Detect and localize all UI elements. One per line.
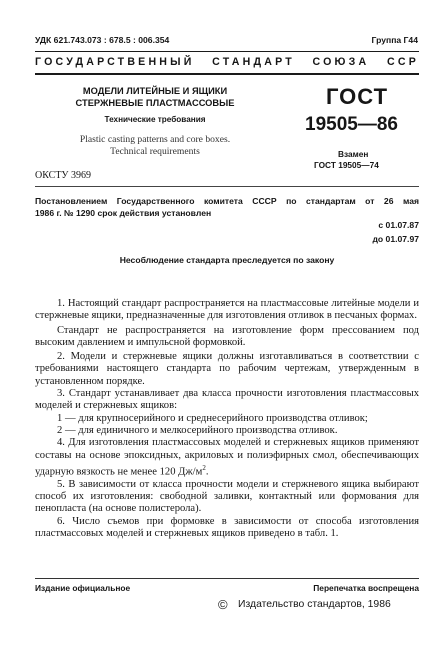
paragraph-7-text: 4. Для изготовления пластмассовых моделей и стержневых ящиков применяют составы на основе эпоксидных, акриловых и полиэфирных смол, обеспечивающих ударную вязкость не менее 120 Дж/м xyxy=(35,437,419,478)
title-line-1: МОДЕЛИ ЛИТЕЙНЫЕ И ЯЩИКИ xyxy=(82,86,228,96)
replaces-value: ГОСТ 19505—74 xyxy=(314,160,379,170)
okstu-code: ОКСТУ 3969 xyxy=(35,170,92,181)
paragraph-7 xyxy=(35,437,419,478)
paragraph-2: Стандарт не распространяется на изготовление форм прессованием под высоким давлением и импульсной формовкой. xyxy=(35,324,419,348)
official-edition: Издание официальное xyxy=(35,583,131,593)
gost-label: ГОСТ xyxy=(326,84,389,109)
paragraph-8: 5. В зависимости от класса прочности модели и стержневого ящика выбирают способ их изготовления: свободной заливки, контактный или формования для пенопласта (на основе полистерола). xyxy=(35,478,419,515)
body-text xyxy=(35,298,419,540)
validity-from: с 01.07.87 xyxy=(378,220,419,230)
gost-number: 19505—86 xyxy=(305,114,398,135)
top-rule xyxy=(35,51,419,52)
paragraph-9: 6. Число съемов при формовке в зависимости от способа изготовления пластмассовых моделей и стержневых ящиков приведено в табл. 1. xyxy=(35,515,419,539)
replaces-label: Взамен xyxy=(338,149,369,159)
banner-rule xyxy=(35,73,419,75)
standard-banner: ГОСУДАРСТВЕННЫЙ СТАНДАРТ СОЮЗА ССР xyxy=(35,56,419,68)
law-warning: Несоблюдение стандарта преследуется по закону xyxy=(119,255,335,265)
superscript-2: 2 xyxy=(202,463,206,472)
title-english-line-1: Plastic casting patterns and core boxes. xyxy=(79,134,231,145)
copyright-notice: Издательство стандартов, 1986 xyxy=(238,599,391,610)
footer-rule xyxy=(35,578,419,579)
title-line-2: СТЕРЖНЕВЫЕ ПЛАСТМАССОВЫЕ xyxy=(75,98,235,108)
title-rule xyxy=(35,186,419,187)
paragraph-1: 1. Настоящий стандарт распространяется на пластмассовые литейные модели и стержневые ящики, предназначенные для изготовления отливок в песчаных формах. xyxy=(35,298,419,322)
group-code: Группа Г44 xyxy=(371,35,418,45)
paragraph-3: 2. Модели и стержневые ящики должны изготавливаться в соответствии с требованиями настоящего стандарта по рабочим чертежам, утвержденным в установленном порядке. xyxy=(35,351,419,387)
decree-line-2: 1986 г. № 1290 срок действия установлен xyxy=(35,208,212,218)
paragraph-5: 1 — для крупносерийного и среднесерийного производства отливок; xyxy=(57,412,368,424)
udk-code: УДК 621.743.073 : 678.5 : 006.354 xyxy=(35,35,170,45)
paragraph-7-period: . xyxy=(205,466,209,478)
paragraph-6: 2 — для единичного и мелкосерийного производства отливок. xyxy=(57,424,338,436)
title-english-line-2: Technical requirements xyxy=(110,146,200,157)
reprint-notice: Перепечатка воспрещена xyxy=(313,583,419,593)
paragraph-4: 3. Стандарт устанавливает два класса прочности изготовления пластмассовых моделей и стержневых ящиков: xyxy=(35,388,419,412)
validity-to: до 01.07.97 xyxy=(372,234,419,244)
copyright-symbol: © xyxy=(218,597,228,612)
title-subtitle: Технические требования xyxy=(104,115,206,124)
decree-line-1: Постановлением Государственного комитета СССР по стандартам от 26 мая xyxy=(35,196,419,206)
